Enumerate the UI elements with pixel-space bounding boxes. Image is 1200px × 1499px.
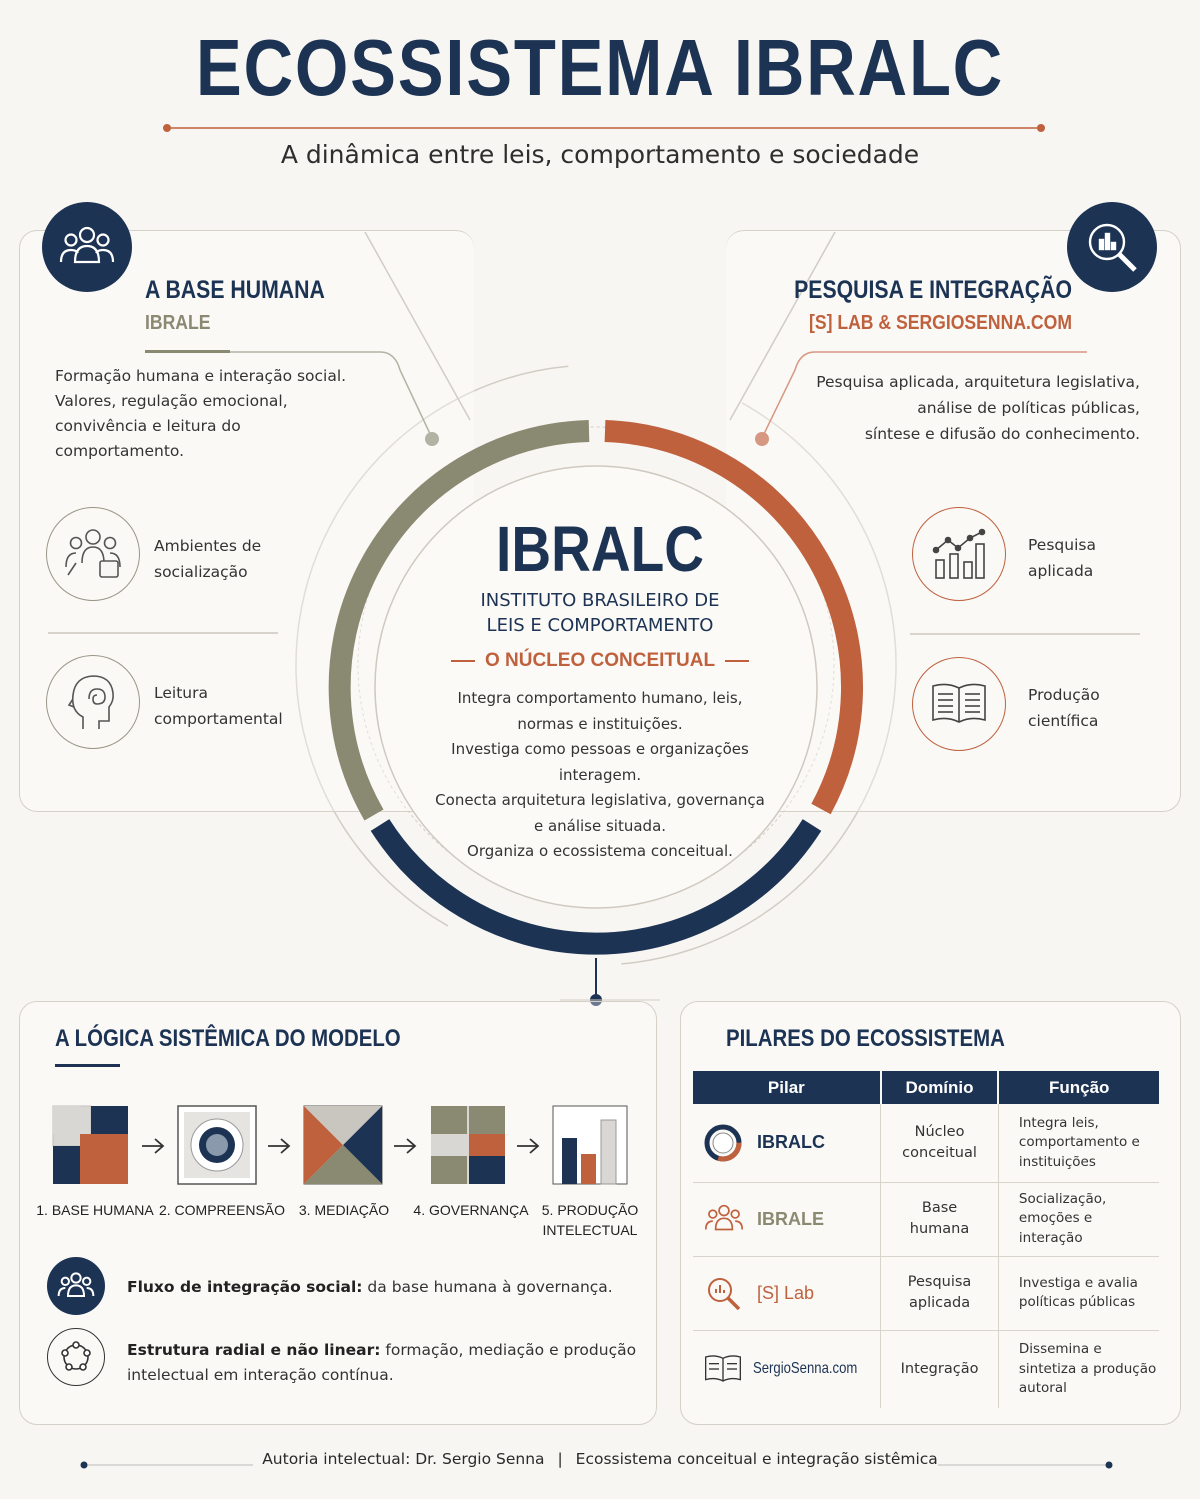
col-header-dominio: Domínio [881, 1071, 999, 1104]
base-humana-description: Formação humana e interação social. Valores, regulação emocional, convivência e leitura do comportamento. [55, 367, 347, 460]
divider [910, 633, 1140, 635]
group-icon [46, 507, 140, 601]
footer-tagline: Ecossistema conceitual e integração sistêmica [575, 1450, 938, 1468]
people-icon [703, 1201, 745, 1237]
pillars-table [693, 1071, 1159, 1408]
base-humana-title: A BASE HUMANA [145, 276, 325, 304]
logic-underline [55, 1064, 120, 1067]
table-row: SergioSenna.com Integração Dissemina e sintetiza a produção autoral [693, 1330, 1159, 1408]
col-header-pilar: Pilar [693, 1071, 881, 1104]
step-label-5: 5. PRODUÇÃO INTELECTUAL [541, 1202, 639, 1238]
base-humana-subtitle: IBRALE [145, 312, 211, 334]
people-icon [42, 202, 132, 292]
subtitle-underline [145, 350, 230, 353]
step-label-1: 1. BASE HUMANA [36, 1202, 154, 1218]
flow-social: Fluxo de integração social: da base humana à governança. [127, 1278, 613, 1296]
core-title: IBRALC [496, 513, 704, 585]
item-pesquisa-aplicada: Pesquisa aplicada [1028, 536, 1096, 580]
core-description: Integra comportamento humano, leis, normas e instituições. Investiga como pessoas e organizações interagem. Conecta arquitetura legislativa, governança e análise situada. Organiza o ecossistema conceitual. [435, 689, 765, 860]
step-base-humana-icon [53, 1106, 128, 1184]
logic-steps [50, 1104, 640, 1188]
step-producao-icon [553, 1106, 627, 1184]
item-leitura: Leitura comportamental [154, 684, 283, 728]
flow-radial: Estrutura radial e não linear: formação, mediação e produção intelectual em interação contínua. [127, 1341, 637, 1384]
pillars-title: PILARES DO ECOSSISTEMA [726, 1025, 1005, 1052]
social-flow-icon [47, 1257, 105, 1315]
step-label-4: 4. GOVERNANÇA [413, 1202, 529, 1218]
item-ambientes: Ambientes de socialização [154, 537, 262, 581]
step-mediacao-icon [304, 1106, 382, 1184]
step-label-3: 3. MEDIAÇÃO [298, 1202, 390, 1218]
step-compreensao-icon [178, 1106, 256, 1184]
book-icon [703, 1352, 743, 1386]
pesquisa-description: Pesquisa aplicada, arquitetura legislativa, análise de políticas públicas, síntese e difusão do conhecimento. [816, 373, 1140, 443]
table-row: IBRALC Núcleo conceitual Integra leis, comportamento e instituições [693, 1104, 1159, 1182]
step-label-2: 2. COMPREENSÃO [158, 1202, 286, 1218]
pesquisa-subtitle: [S] LAB & SERGIOSENNA.COM [808, 312, 1072, 334]
chart-icon [912, 507, 1006, 601]
magnifier-icon [703, 1273, 743, 1313]
table-row: [S] Lab Pesquisa aplicada Investiga e avalia políticas públicas [693, 1256, 1159, 1330]
footer-author: Autoria intelectual: Dr. Sergio Senna [262, 1450, 545, 1468]
step-governanca-icon [431, 1106, 505, 1184]
page-title: ECOSSISTEMA IBRALC [195, 23, 1005, 112]
item-producao: Produção científica [1028, 686, 1100, 730]
ring-icon [703, 1123, 743, 1163]
table-row: IBRALE Base humana Socialização, emoções e interação [693, 1182, 1159, 1256]
core-full-name: INSTITUTO BRASILEIRO DE LEIS E COMPORTAMENTO [480, 590, 720, 636]
divider [48, 632, 278, 634]
col-header-funcao: Função [998, 1071, 1159, 1104]
head-icon [46, 655, 140, 749]
page-subtitle: A dinâmica entre leis, comportamento e sociedade [280, 140, 920, 169]
logic-title: A LÓGICA SISTÊMICA DO MODELO [55, 1025, 401, 1052]
core-label: O NÚCLEO CONCEITUAL [420, 650, 780, 672]
footer: Autoria intelectual: Dr. Sergio Senna | Ecossistema conceitual e integração sistêmica [262, 1450, 938, 1468]
magnifier-icon [1067, 202, 1157, 292]
pesquisa-title: PESQUISA E INTEGRAÇÃO [794, 276, 1072, 304]
radial-structure-icon [47, 1328, 105, 1386]
book-icon [912, 657, 1006, 751]
